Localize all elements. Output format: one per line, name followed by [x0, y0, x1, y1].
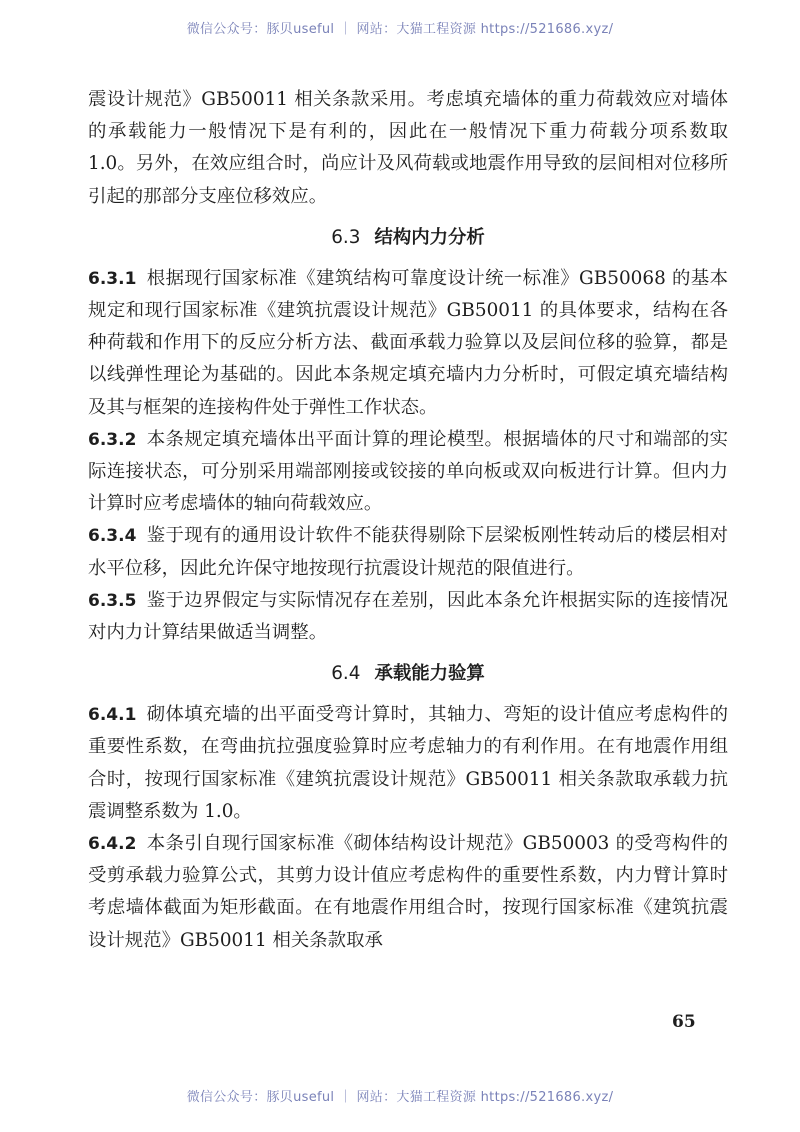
- clause-text: 鉴于现有的通用设计软件不能获得剔除下层梁板刚性转动后的楼层相对水平位移，因此允许保守地按现行抗震设计规范的限值进行。: [88, 525, 728, 579]
- clause-text: 本条规定填充墙体出平面计算的理论模型。根据墙体的尺寸和端部的实际连接状态，可分别采用端部刚接或铰接的单向板或双向板进行计算。但内力计算时应考虑墙体的轴向荷载效应。: [88, 428, 728, 515]
- clause-6-4-1: [88, 699, 728, 828]
- page-number: 65: [672, 1012, 696, 1032]
- clause-number: 6.4.2: [88, 834, 137, 855]
- page-content: [88, 84, 728, 957]
- watermark-bottom: 微信公众号：豚贝useful ｜ 网站：大猫工程资源 https://521686.xyz/: [186, 1090, 614, 1105]
- clause-6-3-2: [88, 424, 728, 521]
- clause-6-3-1: [88, 263, 728, 424]
- clause-text: 砌体填充墙的出平面受弯计算时，其轴力、弯矩的设计值应考虑构件的重要性系数，在弯曲抗拉强度验算时应考虑轴力的有利作用。在有地震作用组合时，按现行国家标准《建筑抗震设计规范》GB50011 相关条款取承载力抗震调整系数为 1.0。: [88, 704, 728, 822]
- clause-text: 鉴于边界假定与实际情况存在差别，因此本条允许根据实际的连接情况对内力计算结果做适当调整。: [88, 589, 728, 644]
- clause-number: 6.4.1: [88, 705, 137, 726]
- clause-6-4-2: [88, 828, 728, 957]
- intro-paragraph: 震设计规范》GB50011 相关条款采用。考虑填充墙体的重力荷载效应对墙体的承载能力一般情况下是有利的，因此在一般情况下重力荷载分项系数取 1.0。另外，在效应组合时，尚应计及风荷载或地震作用导致的层间相对位移所引起的那部分支座位移效应。: [88, 89, 728, 207]
- section-title: 承载能力验算: [374, 663, 485, 685]
- clause-number: 6.3.2: [88, 429, 137, 450]
- section-heading-6-3: [88, 222, 728, 254]
- clause-6-3-4: [88, 520, 728, 584]
- watermark-top: 微信公众号：豚贝useful ｜ 网站：大猫工程资源 https://521686.xyz/: [186, 22, 614, 37]
- section-number: 6.4: [331, 663, 361, 685]
- clause-text: 本条引自现行国家标准《砌体结构设计规范》GB50003 的受弯构件的受剪承载力验算公式，其剪力设计值应考虑构件的重要性系数，内力臂计算时考虑墙体截面为矩形截面。在有地震作用组合时，按现行国家标准《建筑抗震设计规范》GB50011 相关条款取承: [88, 833, 728, 951]
- section-heading-6-4: [88, 658, 728, 690]
- clause-number: 6.3.1: [88, 268, 137, 289]
- section-number: 6.3: [331, 226, 361, 248]
- clause-6-3-5: [88, 585, 728, 649]
- clause-number: 6.3.5: [88, 590, 137, 611]
- section-title: 结构内力分析: [374, 226, 485, 248]
- clause-text: 根据现行国家标准《建筑结构可靠度设计统一标准》GB50068 的基本规定和现行国家标准《建筑抗震设计规范》GB50011 的具体要求，结构在各种荷载和作用下的反应分析方法、截面承载力验算以及层间位移的验算，都是以线弹性理论为基础的。因此本条规定填充墙内力分析时，可假定填充墙结构及其与框架的连接构件处于弹性工作状态。: [88, 267, 728, 418]
- clause-number: 6.3.4: [88, 526, 137, 547]
